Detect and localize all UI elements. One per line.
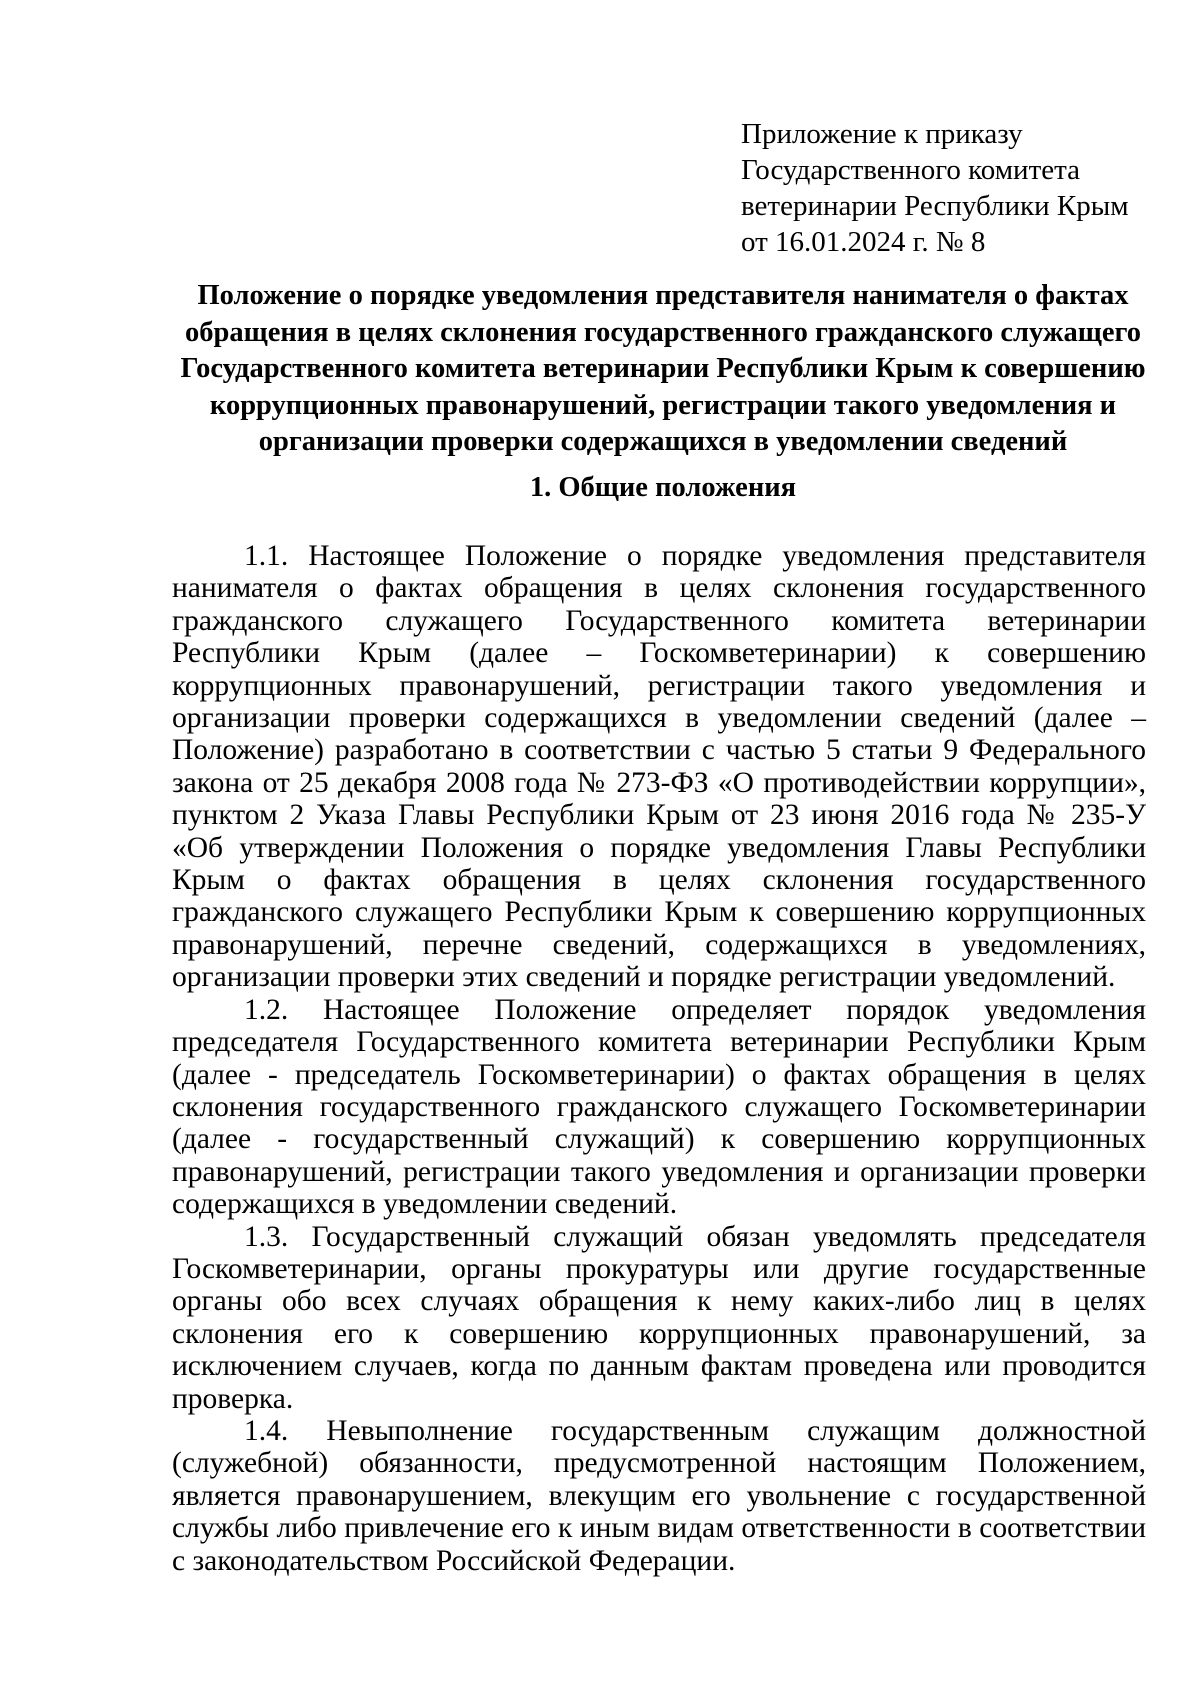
paragraph-1-3: 1.3. Государственный служащий обязан уведомлять председателя Госкомветеринарии, органы прокуратуры или другие государственные органы обо всех случаях обращения к нему каких-либо лиц в целях склонения его к совершению коррупционных правонарушений, за исключением случаев, когда по данным фактам проведена или проводится проверка.: [172, 1220, 1146, 1415]
title-line: организации проверки содержащихся в уведомлении сведений: [258, 426, 1068, 457]
appendix-line: от 16.01.2024 г. № 8: [741, 226, 986, 258]
title-line: обращения в целях склонения государственного гражданского служащего: [185, 316, 1141, 348]
appendix-line: ветеринарии Республики Крым: [741, 190, 1129, 222]
appendix-line: Приложение к приказу: [741, 118, 1023, 150]
document-title: [130, 278, 1196, 461]
title-line: Положение о порядке уведомления представителя нанимателя о фактах: [197, 280, 1129, 311]
section-heading: 1. Общие положения: [529, 472, 797, 503]
appendix-line: Государственного комитета: [741, 154, 1081, 186]
document-body: [172, 540, 1146, 1577]
title-line: Государственного комитета ветеринарии Республики Крым к совершению: [180, 353, 1146, 384]
appendix-note: [741, 116, 1161, 260]
paragraph-1-2: 1.2. Настоящее Положение определяет порядок уведомления председателя Государственного комитета ветеринарии Республики Крым (далее - председатель Госкомветеринарии) о фактах обращения в целях склонения государственного гражданского служащего Госкомветеринарии (далее - государственный служащий) к совершению коррупционных правонарушений, регистрации такого уведомления и организации проверки содержащихся в уведомлении сведений.: [172, 993, 1146, 1221]
paragraph-1-1: 1.1. Настоящее Положение о порядке уведомления представителя нанимателя о фактах обращения в целях склонения государственного гражданского служащего Государственного комитета ветеринарии Республики Крым (далее – Госкомветеринарии) к совершению коррупционных правонарушений, регистрации такого уведомления и организации проверки содержащихся в уведомлении сведений (далее – Положение) разработано в соответствии с частью 5 статьи 9 Федерального закона от 25 декабря 2008 года № 273-ФЗ «О противодействии коррупции», пунктом 2 Указа Главы Республики Крым от 23 июня 2016 года № 235-У «Об утверждении Положения о порядке уведомления Главы Республики Крым о фактах обращения в целях склонения государственного гражданского служащего Республики Крым к совершению коррупционных правонарушений, перечне сведений, содержащихся в уведомлениях, организации проверки этих сведений и порядке регистрации уведомлений.: [172, 540, 1146, 994]
title-line: коррупционных правонарушений, регистрации такого уведомления и: [209, 389, 1117, 421]
paragraph-1-4: 1.4. Невыполнение государственным служащим должностной (служебной) обязанности, предусмотренной настоящим Положением, является правонарушением, влекущим его увольнение с государственной службы либо привлечение его к иным видам ответственности в соответствии с законодательством Российской Федерации.: [172, 1414, 1146, 1577]
